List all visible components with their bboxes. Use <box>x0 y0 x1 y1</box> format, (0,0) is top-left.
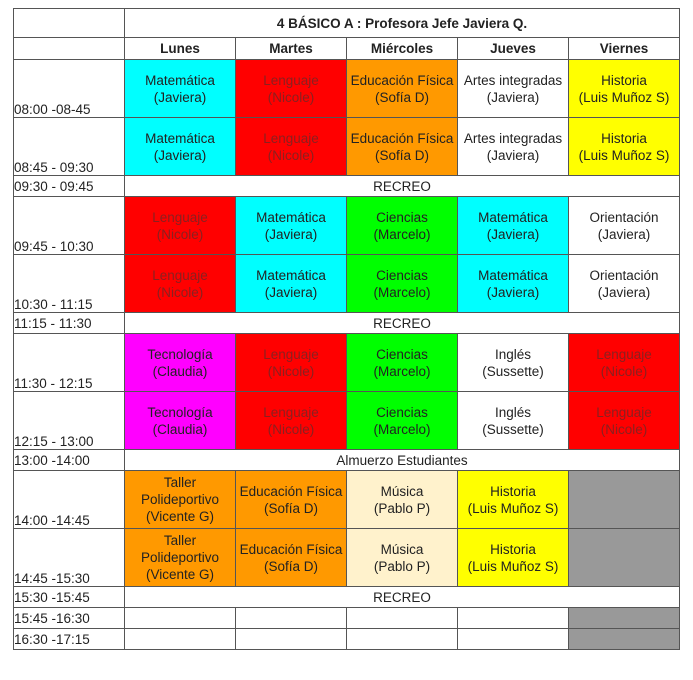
time-slot: 11:30 - 12:15 <box>14 334 125 392</box>
class-cell: Historia (Luis Muñoz S) <box>569 60 680 118</box>
class-cell: Tecnología (Claudia) <box>125 392 236 450</box>
class-cell: Inglés (Sussette) <box>458 334 569 392</box>
empty-cell <box>569 608 680 629</box>
schedule-row <box>14 255 680 313</box>
class-cell: Lenguaje (Nicole) <box>569 392 680 450</box>
time-slot: 12:15 - 13:00 <box>14 392 125 450</box>
day-header: Viernes <box>569 38 680 60</box>
time-slot: 14:00 -14:45 <box>14 471 125 529</box>
blank-corner <box>14 9 125 38</box>
empty-cell <box>569 471 680 529</box>
time-slot: 16:30 -17:15 <box>14 629 125 650</box>
class-cell: Educación Física (Sofía D) <box>236 471 347 529</box>
time-slot: 09:45 - 10:30 <box>14 197 125 255</box>
class-cell: Lenguaje (Nicole) <box>236 60 347 118</box>
time-header <box>14 38 125 60</box>
page-title: 4 BÁSICO A : Profesora Jefe Javiera Q. <box>125 9 680 38</box>
break-row <box>14 176 680 197</box>
class-cell: Historia (Luis Muñoz S) <box>458 471 569 529</box>
schedule-row <box>14 334 680 392</box>
schedule-row <box>14 392 680 450</box>
schedule-row <box>14 118 680 176</box>
schedule-table <box>13 8 680 650</box>
empty-cell <box>569 529 680 587</box>
time-slot: 08:00 -08-45 <box>14 60 125 118</box>
class-cell: Taller Polideportivo (Vicente G) <box>125 529 236 587</box>
class-cell: Orientación (Javiera) <box>569 255 680 313</box>
break-row <box>14 587 680 608</box>
class-cell: Matemática (Javiera) <box>125 60 236 118</box>
break-row <box>14 450 680 471</box>
time-slot: 11:15 - 11:30 <box>14 313 125 334</box>
day-header: Miércoles <box>347 38 458 60</box>
schedule-row <box>14 471 680 529</box>
break-row <box>14 313 680 334</box>
empty-cell <box>347 629 458 650</box>
class-cell: Matemática (Javiera) <box>458 197 569 255</box>
class-cell: Ciencias (Marcelo) <box>347 392 458 450</box>
class-cell: Historia (Luis Muñoz S) <box>569 118 680 176</box>
schedule-row <box>14 197 680 255</box>
schedule-row <box>14 608 680 629</box>
class-cell: Lenguaje (Nicole) <box>236 392 347 450</box>
class-cell: Ciencias (Marcelo) <box>347 255 458 313</box>
time-slot: 08:45 - 09:30 <box>14 118 125 176</box>
time-slot: 13:00 -14:00 <box>14 450 125 471</box>
class-cell: Educación Física (Sofía D) <box>347 118 458 176</box>
break-label: RECREO <box>125 313 680 334</box>
day-header: Lunes <box>125 38 236 60</box>
day-header: Martes <box>236 38 347 60</box>
title-row <box>14 9 680 38</box>
break-label: RECREO <box>125 176 680 197</box>
empty-cell <box>458 608 569 629</box>
class-cell: Educación Física (Sofía D) <box>236 529 347 587</box>
class-cell: Inglés (Sussette) <box>458 392 569 450</box>
empty-cell <box>458 629 569 650</box>
schedule-row <box>14 529 680 587</box>
class-cell: Artes integradas (Javiera) <box>458 60 569 118</box>
class-cell: Lenguaje (Nicole) <box>236 118 347 176</box>
class-cell: Matemática (Javiera) <box>458 255 569 313</box>
empty-cell <box>125 608 236 629</box>
class-cell: Historia (Luis Muñoz S) <box>458 529 569 587</box>
class-cell: Taller Polideportivo (Vicente G) <box>125 471 236 529</box>
class-cell: Lenguaje (Nicole) <box>236 334 347 392</box>
class-cell: Matemática (Javiera) <box>236 197 347 255</box>
day-header: Jueves <box>458 38 569 60</box>
empty-cell <box>347 608 458 629</box>
schedule-row <box>14 60 680 118</box>
class-cell: Música (Pablo P) <box>347 529 458 587</box>
time-slot: 15:30 -15:45 <box>14 587 125 608</box>
break-label: RECREO <box>125 587 680 608</box>
class-cell: Artes integradas (Javiera) <box>458 118 569 176</box>
break-label: Almuerzo Estudiantes <box>125 450 680 471</box>
empty-cell <box>236 629 347 650</box>
class-cell: Ciencias (Marcelo) <box>347 197 458 255</box>
class-cell: Educación Física (Sofía D) <box>347 60 458 118</box>
class-cell: Orientación (Javiera) <box>569 197 680 255</box>
time-slot: 14:45 -15:30 <box>14 529 125 587</box>
class-cell: Música (Pablo P) <box>347 471 458 529</box>
class-cell: Lenguaje (Nicole) <box>125 197 236 255</box>
class-cell: Matemática (Javiera) <box>236 255 347 313</box>
class-cell: Tecnología (Claudia) <box>125 334 236 392</box>
schedule-row <box>14 629 680 650</box>
class-cell: Matemática (Javiera) <box>125 118 236 176</box>
time-slot: 10:30 - 11:15 <box>14 255 125 313</box>
class-cell: Lenguaje (Nicole) <box>569 334 680 392</box>
time-slot: 09:30 - 09:45 <box>14 176 125 197</box>
empty-cell <box>125 629 236 650</box>
class-cell: Ciencias (Marcelo) <box>347 334 458 392</box>
header-row <box>14 38 680 60</box>
empty-cell <box>236 608 347 629</box>
class-cell: Lenguaje (Nicole) <box>125 255 236 313</box>
empty-cell <box>569 629 680 650</box>
time-slot: 15:45 -16:30 <box>14 608 125 629</box>
